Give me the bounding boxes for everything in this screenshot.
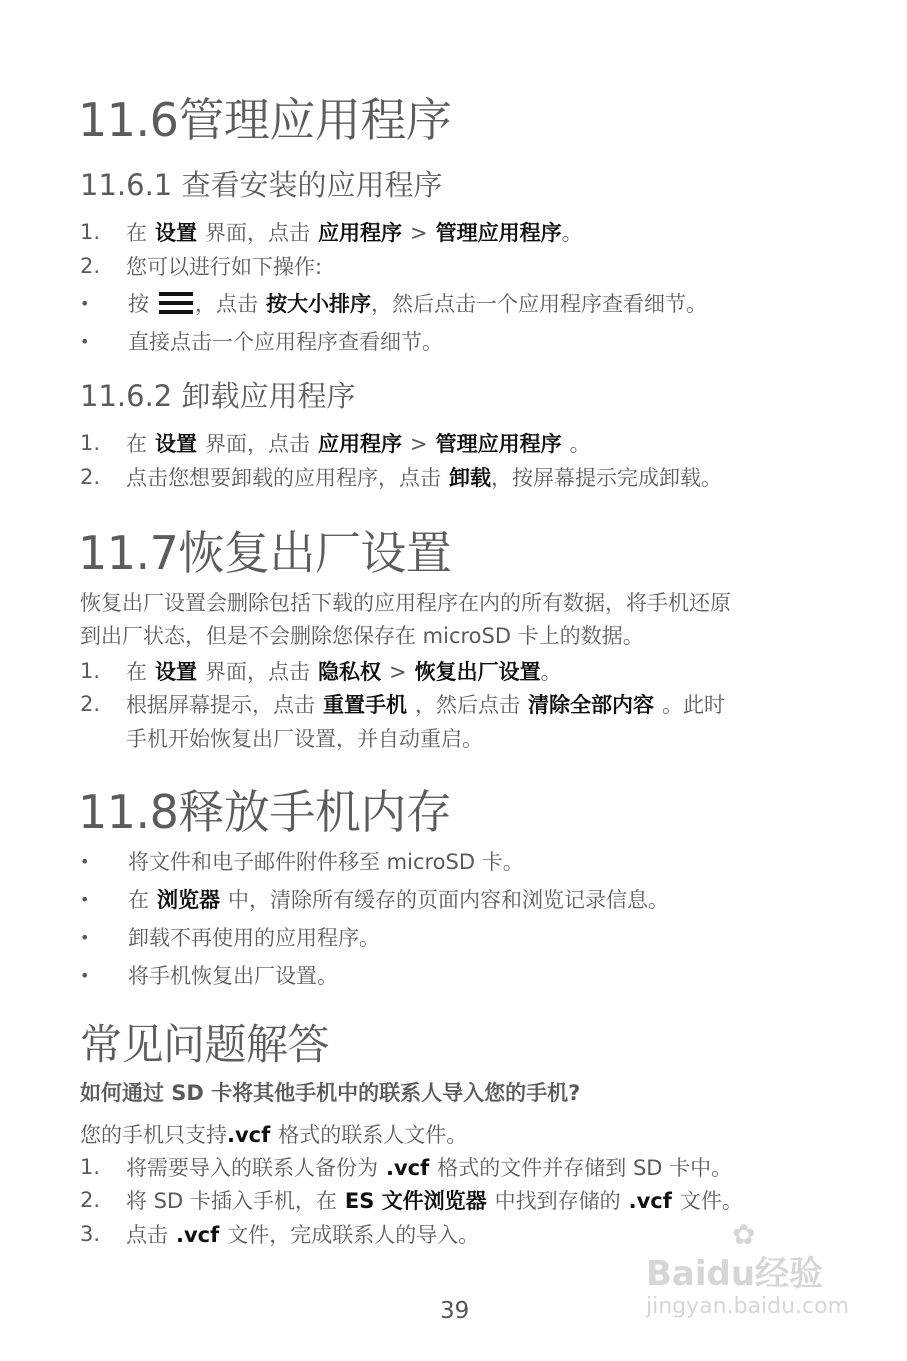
step-text (126, 219, 583, 247)
menu-apps: 应用程序 (318, 221, 402, 245)
arrow: > (410, 432, 428, 456)
arrow: > (410, 221, 428, 245)
arrow: > (389, 660, 407, 684)
text: 根据屏幕提示，点击 (126, 693, 315, 717)
subsection-title-11-6-1: 11.6.1 查看安装的应用程序 (80, 168, 443, 202)
bullet: • (80, 332, 90, 351)
step-text (126, 464, 722, 492)
step-text (126, 658, 562, 686)
step-number: 3. (80, 1222, 101, 1246)
page-number: 39 (440, 1298, 470, 1324)
bullet-text: 将手机恢复出厂设置。 (128, 964, 338, 988)
bullet-text: 卸载不再使用的应用程序。 (128, 926, 380, 950)
watermark-brand: Baidu经验 (646, 1254, 824, 1294)
step-number: 2. (80, 692, 101, 716)
text: 中找到存储的 (494, 1189, 621, 1213)
text: 。 (569, 432, 591, 456)
baidu-watermark-logo (646, 1218, 824, 1295)
menu-settings: 设置 (155, 221, 197, 245)
faq-title: 常见问题解答 (80, 1020, 330, 1069)
sort-by-size: 按大小排序 (266, 292, 371, 316)
faq-intro (80, 1121, 467, 1149)
watermark-url: jingyan.baidu.com (646, 1294, 850, 1319)
text: 点击您想要卸载的应用程序，点击 (126, 466, 441, 490)
vcf-label: .vcf (227, 1123, 271, 1147)
menu-privacy: 隐私权 (318, 660, 381, 684)
text: 将 SD 卡插入手机，在 (126, 1189, 337, 1213)
paragraph-line: 恢复出厂设置会删除包括下载的应用程序在内的所有数据，将手机还原 (80, 591, 731, 615)
faq-question: 如何通过 SD 卡将其他手机中的联系人导入您的手机? (80, 1081, 581, 1105)
text: ，按屏幕提示完成卸载。 (491, 466, 722, 490)
paragraph-line: 到出厂状态，但是不会删除您保存在 microSD 卡上的数据。 (80, 624, 644, 648)
subsection-title-11-6-2: 11.6.2 卸载应用程序 (80, 379, 356, 413)
menu-settings: 设置 (155, 432, 197, 456)
text: 中，清除所有缓存的页面内容和浏览记录信息。 (228, 888, 669, 912)
text: 界面，点击 (205, 432, 310, 456)
menu-manage-apps: 管理应用程序 (435, 432, 562, 456)
menu-manage-apps: 管理应用程序 (435, 221, 562, 245)
bullet: • (80, 294, 90, 313)
es-file-browser-label: ES 文件浏览器 (344, 1189, 487, 1213)
text: 点击 (126, 1223, 168, 1247)
uninstall-label: 卸载 (449, 466, 491, 490)
step-number: 2. (80, 465, 101, 489)
menu-icon (159, 292, 193, 314)
bullet-text: 将文件和电子邮件附件移至 microSD 卡。 (128, 850, 524, 874)
text: ，然后点击一个应用程序查看细节。 (371, 292, 707, 316)
menu-factory-reset: 恢复出厂设置 (414, 660, 541, 684)
text: 在 (128, 888, 149, 912)
text: 您的手机只支持 (80, 1123, 227, 1147)
step-number: 2. (80, 254, 101, 278)
text: 。 (540, 660, 562, 684)
text: ，然后点击 (415, 693, 520, 717)
text: 。此时 (662, 693, 725, 717)
text: 在 (126, 432, 147, 456)
step-number: 1. (80, 220, 101, 244)
section-title-11-8: 11.8释放手机内存 (78, 785, 452, 839)
section-title-11-6: 11.6管理应用程序 (78, 93, 452, 147)
text: 格式的联系人文件。 (278, 1123, 468, 1147)
step-number: 1. (80, 659, 101, 683)
text: 。 (561, 221, 583, 245)
text: 文件，完成联系人的导入。 (227, 1223, 480, 1247)
text: 按 (128, 292, 149, 316)
menu-apps: 应用程序 (318, 432, 402, 456)
menu-settings: 设置 (155, 660, 197, 684)
text: 界面，点击 (205, 221, 310, 245)
step-text-continued: 手机开始恢复出厂设置，并自动重启。 (126, 727, 483, 751)
step-text (126, 691, 725, 719)
section-title-11-7: 11.7恢复出厂设置 (78, 526, 452, 580)
vcf-label: .vcf (628, 1189, 672, 1213)
text: 格式的文件并存储到 SD 卡中。 (437, 1156, 733, 1180)
baidu-paw-icon: ✿ (732, 1218, 756, 1251)
vcf-label: .vcf (386, 1156, 430, 1180)
erase-all-label: 清除全部内容 (528, 693, 654, 717)
step-text (126, 1154, 732, 1182)
bullet: • (80, 852, 90, 871)
bullet-text (128, 290, 707, 318)
text: 在 (126, 221, 147, 245)
step-text: 您可以进行如下操作: (126, 255, 323, 279)
step-text (126, 430, 591, 458)
text: 在 (126, 660, 147, 684)
bullet-text: 直接点击一个应用程序查看细节。 (128, 330, 443, 354)
step-number: 1. (80, 1155, 101, 1179)
text: 将需要导入的联系人备份为 (126, 1156, 378, 1180)
vcf-label: .vcf (176, 1223, 220, 1247)
text: 界面，点击 (205, 660, 310, 684)
text: 文件。 (679, 1189, 743, 1213)
bullet: • (80, 890, 90, 909)
step-text (126, 1221, 479, 1249)
bullet: • (80, 966, 90, 985)
bullet: • (80, 928, 90, 947)
browser-label: 浏览器 (157, 888, 220, 912)
step-text (126, 1187, 743, 1215)
step-number: 2. (80, 1188, 101, 1212)
step-number: 1. (80, 431, 101, 455)
bullet-text (128, 886, 669, 914)
reset-phone-label: 重置手机 (323, 693, 407, 717)
text: ，点击 (195, 292, 258, 316)
